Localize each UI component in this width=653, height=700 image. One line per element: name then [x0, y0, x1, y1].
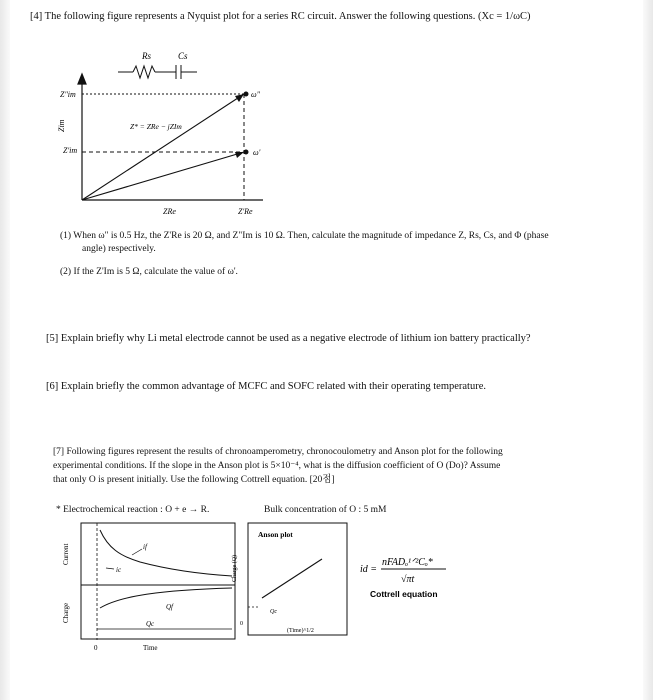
rc-circuit-symbol: [118, 65, 197, 79]
nyquist-axes: [78, 74, 263, 200]
cottrell-denominator: √πt: [401, 574, 415, 585]
ic-pointer: [106, 568, 114, 569]
charge-y-label: Charge: [62, 602, 70, 623]
q7-line1: [7] Following figures represent the results of chronoamperometry, chronocoulometry and Anson plot for the following: [53, 447, 503, 457]
q7-line2: experimental conditions. If the slope in the Anson plot is 5×10⁻⁴, what is the diffusion coefficient of O (Do)? Assume: [53, 461, 501, 471]
cottrell-caption: Cottrell equation: [370, 589, 438, 599]
time-x-label: Time: [143, 644, 158, 652]
anson-zero-label: 0: [240, 621, 243, 627]
q4-sub2: (2) If the Z'Im is 5 Ω, calculate the value of ω'.: [60, 267, 238, 277]
q6-text: [6] Explain briefly the common advantage of MCFC and SOFC related with their operating temperature.: [46, 381, 487, 392]
vector-lower-arrow: [235, 152, 244, 158]
circuit-r-label: Rs: [142, 51, 151, 61]
qf-label: Qf: [166, 603, 173, 611]
impedance-vector-lower: [82, 152, 244, 200]
q4-sub1-line2: angle) respectively.: [82, 244, 156, 254]
z-im-mid-label: Z'im: [63, 146, 78, 155]
z-im-top-label: Z"im: [60, 90, 76, 99]
q4-sub1-line1: (1) When ω" is 0.5 Hz, the Z'Re is 20 Ω, and Z"Im is 10 Ω. Then, calculate the magnitude of impedance Z, Rs, Cs, and Φ (phase: [60, 231, 549, 241]
x-label-zre: ZRe: [163, 207, 176, 216]
omega-mid-point: [244, 150, 249, 155]
current-y-label: Current: [62, 543, 70, 565]
x-label-zre-prime: Z'Re: [238, 207, 253, 216]
vector-upper-arrow: [235, 94, 244, 102]
q5-text: [5] Explain briefly why Li metal electrode cannot be used as a negative electrode of lithium ion battery practically?: [46, 333, 531, 344]
omega-mid-label: ω': [253, 148, 261, 157]
q7-reaction: * Electrochemical reaction : O + e → R.: [56, 505, 210, 515]
anson-plot-title: Anson plot: [258, 530, 293, 539]
cottrell-lhs: id =: [360, 564, 378, 575]
omega-top-point: [244, 92, 249, 97]
q7-bulk-concentration: Bulk concentration of O : 5 mM: [264, 505, 387, 515]
q4-header: [4] The following figure represents a Nyquist plot for a series RC circuit. Answer the following questions. (Xc = 1/ωC): [30, 11, 531, 22]
omega-top-label: ω": [251, 90, 261, 99]
circuit-c-label: Cs: [178, 51, 188, 61]
q7-line3: that only O is present initially. Use the following Cottrell equation. [20점]: [53, 475, 335, 485]
impedance-vector-upper: [82, 94, 244, 200]
anson-plot-frame: [248, 523, 347, 635]
time-zero-label: 0: [94, 644, 98, 652]
qc-label: Qc: [146, 620, 155, 628]
if-label: if: [143, 543, 147, 551]
anson-fit-line: [262, 559, 322, 598]
ic-label: ic: [116, 566, 122, 574]
impedance-equation: Z* = ZRe − jZIm: [130, 122, 182, 131]
if-pointer: [132, 549, 142, 555]
cottrell-numerator: nFADₒ¹ᐟ²Cₒ*: [382, 557, 433, 568]
current-graph-frame: [81, 523, 235, 585]
nyquist-y-axis-label: Zim: [57, 119, 66, 132]
anson-y-label: Charge (Q): [232, 554, 238, 582]
q7-graphs: [0, 515, 653, 665]
anson-qc-label: Qc: [270, 609, 277, 615]
anson-x-label: (Time)^1/2: [287, 628, 314, 634]
